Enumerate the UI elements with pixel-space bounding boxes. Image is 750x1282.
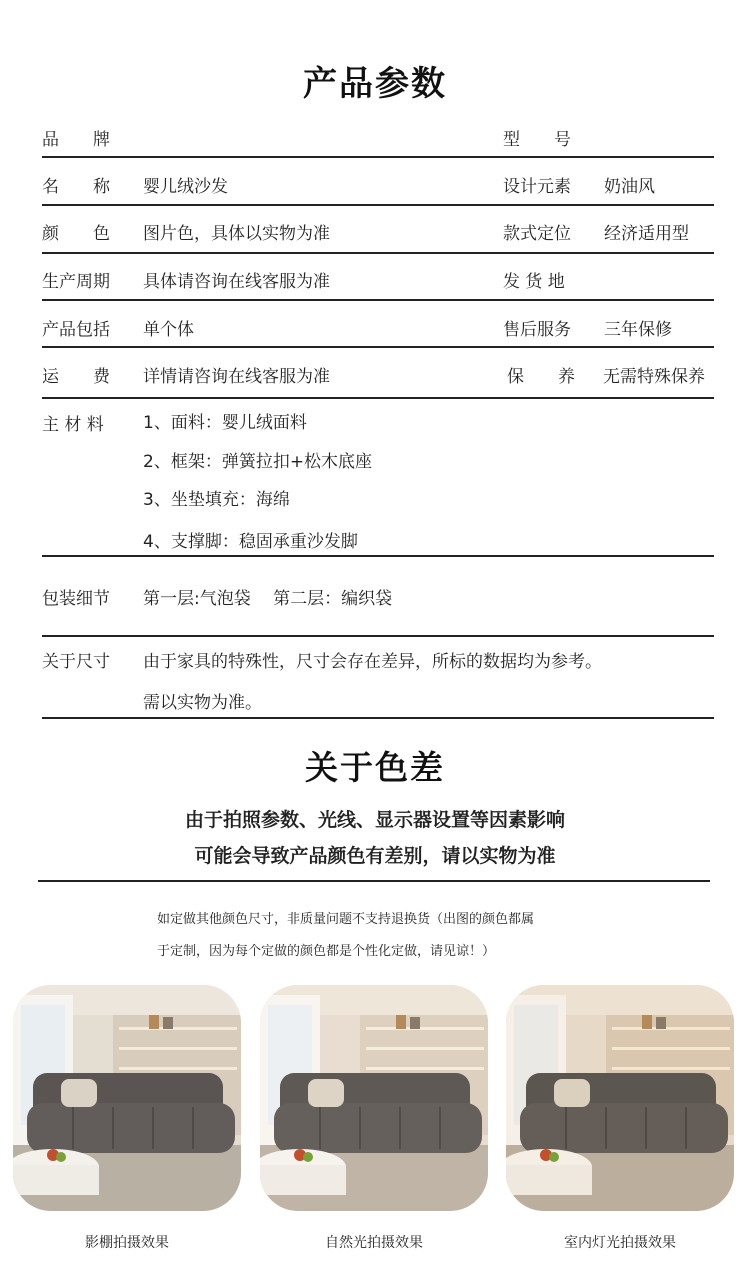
includes-label: 产品包括 <box>42 320 110 340</box>
packaging-label: 包装细节 <box>42 589 110 609</box>
divider <box>42 346 714 348</box>
size-note-line2: 需以实物为准。 <box>143 693 262 713</box>
material-item: 1、面料：婴儿绒面料 <box>143 413 307 433</box>
freight-label: 运 费 <box>42 367 110 387</box>
divider <box>42 635 714 637</box>
sofa-photo-indoor-light <box>506 985 734 1211</box>
caption-studio: 影棚拍摄效果 <box>85 1235 169 1251</box>
spec-title: 产品参数 <box>303 64 447 104</box>
includes-value: 单个体 <box>143 320 194 340</box>
divider <box>42 397 714 399</box>
name-value: 婴儿绒沙发 <box>143 177 228 197</box>
name-label: 名 称 <box>42 177 110 197</box>
caption-indoor-light: 室内灯光拍摄效果 <box>564 1235 676 1251</box>
custom-note-line2: 于定制，因为每个定做的颜色都是个性化定做，请见谅！） <box>157 944 496 959</box>
design-value: 奶油风 <box>604 177 655 197</box>
custom-note-line1: 如定做其他颜色尺寸，非质量问题不支持退换货（出图的颜色都属 <box>157 912 535 927</box>
style-value: 经济适用型 <box>604 224 689 244</box>
style-label: 款式定位 <box>503 224 571 244</box>
cycle-value: 具体请咨询在线客服为准 <box>143 272 330 292</box>
brand-label: 品 牌 <box>42 130 110 150</box>
divider <box>42 555 714 557</box>
design-label: 设计元素 <box>503 177 571 197</box>
size-label: 关于尺寸 <box>42 652 110 672</box>
after-sales-label: 售后服务 <box>503 320 571 340</box>
after-sales-value: 三年保修 <box>604 320 672 340</box>
divider <box>38 880 710 882</box>
ship-from-label: 发 货 地 <box>503 272 565 292</box>
color-label: 颜 色 <box>42 224 110 244</box>
packaging-value: 第一层:气泡袋 第二层：编织袋 <box>143 589 393 609</box>
materials-label: 主 材 料 <box>42 415 104 435</box>
size-note-line1: 由于家具的特殊性，尺寸会存在差异，所标的数据均为参考。 <box>143 652 602 672</box>
material-item: 4、支撑脚：稳固承重沙发脚 <box>143 532 358 552</box>
divider <box>42 204 714 206</box>
color-diff-title: 关于色差 <box>305 748 445 787</box>
freight-value: 详情请咨询在线客服为准 <box>143 367 330 387</box>
maintenance-label: 保 养 <box>507 367 575 387</box>
sofa-photo-natural-light <box>260 985 488 1211</box>
material-item: 3、坐垫填充：海绵 <box>143 490 290 510</box>
divider <box>42 299 714 301</box>
color-diff-line2: 可能会导致产品颜色有差别，请以实物为准 <box>194 845 556 867</box>
maintenance-value: 无需特殊保养 <box>603 367 705 387</box>
divider <box>42 717 714 719</box>
caption-natural-light: 自然光拍摄效果 <box>325 1235 423 1251</box>
divider <box>42 156 714 158</box>
material-item: 2、框架：弹簧拉扣+松木底座 <box>143 452 373 472</box>
sofa-photo-studio <box>13 985 241 1211</box>
color-diff-line1: 由于拍照参数、光线、显示器设置等因素影响 <box>184 809 565 831</box>
color-value: 图片色，具体以实物为准 <box>143 224 330 244</box>
divider <box>42 252 714 254</box>
model-label: 型 号 <box>503 130 571 150</box>
cycle-label: 生产周期 <box>42 272 110 292</box>
